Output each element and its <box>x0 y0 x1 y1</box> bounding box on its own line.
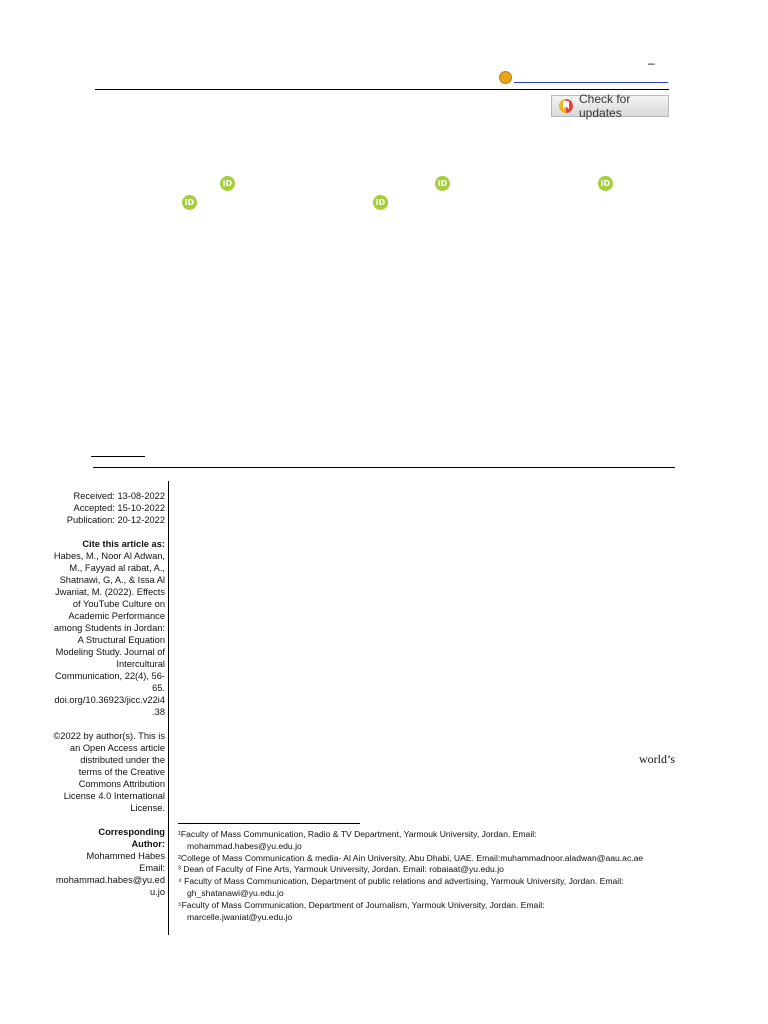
orcid-icon <box>499 71 512 84</box>
body-text-fragment: world’s <box>639 752 675 766</box>
corresponding-heading: Corresponding <box>98 827 165 837</box>
crossmark-icon <box>559 99 573 113</box>
author-email[interactable]: mohammad.habes@yu.ed <box>55 875 165 885</box>
header-link[interactable] <box>514 82 668 83</box>
footnote-5 <box>178 900 698 924</box>
citation-line: Jwaniat, M. (2022). Effects <box>55 587 165 597</box>
footnotes <box>178 829 698 923</box>
section-divider <box>93 467 675 468</box>
doi-link[interactable]: doi.org/10.36923/jicc.v22i4 <box>54 695 165 705</box>
footnote-rule <box>178 823 360 824</box>
citation-block <box>48 538 165 718</box>
header-divider <box>95 89 669 90</box>
received-date: Received: 13-08-2022 <box>73 491 165 501</box>
citation-line: of YouTube Culture on <box>72 599 165 609</box>
citation-line: M., Fayyad al rabat, A., <box>69 563 165 573</box>
orcid-icon-author-1[interactable]: iD <box>220 176 235 191</box>
orcid-icon-author-2[interactable]: iD <box>435 176 450 191</box>
citation-line: Academic Performance <box>68 611 165 621</box>
footnote-2 <box>178 853 698 865</box>
license-line: an Open Access article <box>69 743 165 753</box>
section-short-rule <box>91 456 145 457</box>
author-email[interactable]: u.jo <box>150 887 165 897</box>
sidebar-divider <box>168 481 169 935</box>
orcid-icon-author-3[interactable]: iD <box>598 176 613 191</box>
check-for-updates-button[interactable] <box>551 92 669 120</box>
citation-line: Intercultural <box>116 659 165 669</box>
citation-line: Modeling Study. Journal of <box>55 647 165 657</box>
footnote-text: ³ Dean of Faculty of Fine Arts, Yarmouk University, Jordan. Email: robaiaat@yu.edu.jo <box>178 864 504 875</box>
cite-heading: Cite this article as: <box>82 539 165 549</box>
publication-dates <box>48 490 165 526</box>
doi-link[interactable]: .38 <box>152 707 165 717</box>
email-label: Email: <box>139 863 165 873</box>
license-line: Commons Attribution <box>78 779 165 789</box>
license-line: terms of the Creative <box>78 767 165 777</box>
footnote-email[interactable]: marcelle.jwaniat@yu.edu.jo <box>187 911 293 922</box>
footnote-1 <box>178 829 698 853</box>
license-line: License. <box>130 803 165 813</box>
header-dash: – <box>648 56 655 70</box>
citation-line: Habes, M., Noor Al Adwan, <box>53 551 165 561</box>
accepted-date: Accepted: 15-10-2022 <box>73 503 165 513</box>
check-for-updates-label: Check for updates <box>579 92 631 120</box>
footnote-text: ⁴ Faculty of Mass Communication, Department of public relations and advertising, Yarmouk University, Jordan. Email: <box>178 876 624 887</box>
license-line: License 4.0 International <box>63 791 165 801</box>
article-info-sidebar <box>48 490 165 910</box>
license-line: ©2022 by author(s). This is <box>53 731 165 741</box>
license-block <box>48 730 165 814</box>
author-name: Mohammed Habes <box>86 851 165 861</box>
publication-date: Publication: 20-12-2022 <box>66 515 165 525</box>
corresponding-author-block <box>48 826 165 898</box>
orcid-icon-author-5[interactable]: iD <box>373 195 388 210</box>
corresponding-heading: Author: <box>131 839 165 849</box>
citation-line: Shatnawi, G, A., & Issa Al <box>59 575 165 585</box>
footnote-text: ¹Faculty of Mass Communication, Radio & TV Department, Yarmouk University, Jordan. Email: <box>178 829 537 839</box>
footnote-email[interactable]: gh_shatanawi@yu.edu.jo <box>187 887 284 898</box>
footnote-4 <box>178 876 698 900</box>
footnote-text: ²College of Mass Communication & media- Al Ain University, Abu Dhabi, UAE. Email:muhammadnoor.aladwan@aau.ac.ae <box>178 852 644 863</box>
footnote-text: ⁵Faculty of Mass Communication, Department of Journalism, Yarmouk University, Jordan. Email: <box>178 899 545 910</box>
license-line: distributed under the <box>80 755 165 765</box>
footnote-email[interactable]: mohammad.habes@yu.edu.jo <box>187 840 302 851</box>
orcid-icon-author-4[interactable]: iD <box>182 195 197 210</box>
footnote-3 <box>178 864 698 876</box>
citation-line: A Structural Equation <box>77 635 165 645</box>
citation-line: 65. <box>152 683 165 693</box>
citation-line: Communication, 22(4), 56- <box>54 671 165 681</box>
citation-line: among Students in Jordan: <box>53 623 165 633</box>
